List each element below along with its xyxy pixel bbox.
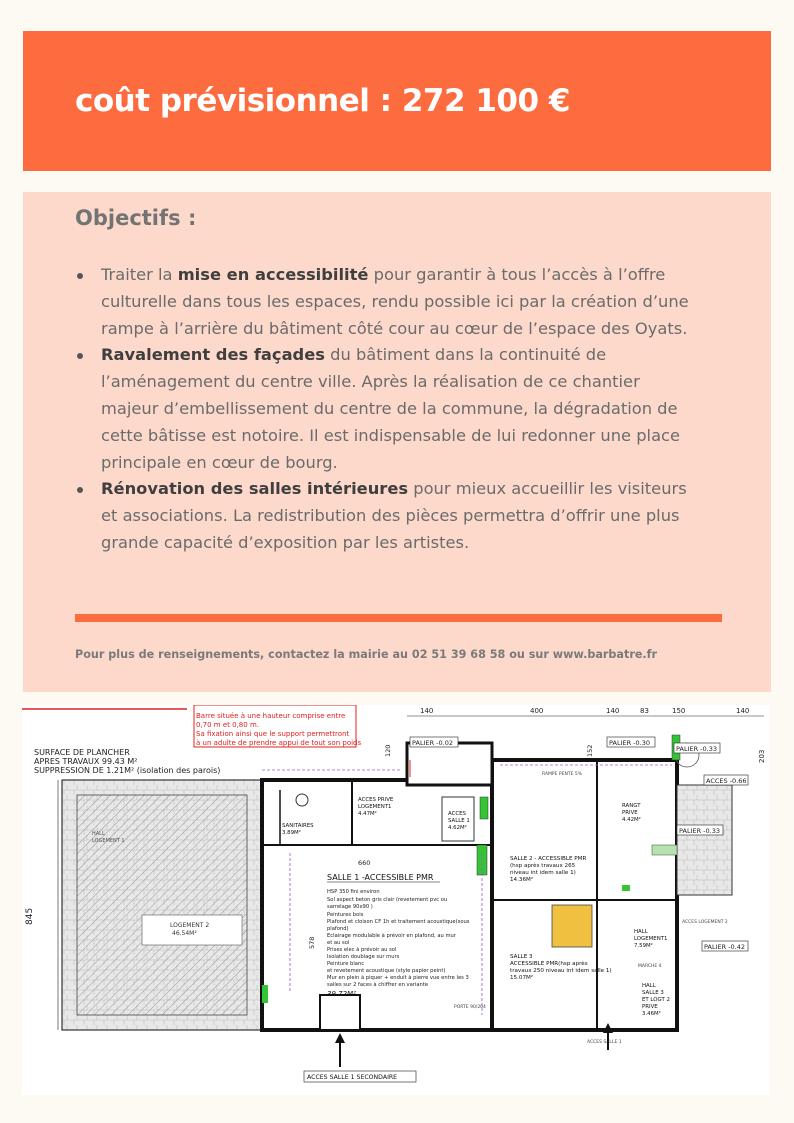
contact-info: Pour plus de renseignements, contactez la mairie au 02 51 39 68 58 ou sur www.barbatre.fr [75,648,658,661]
note-line: Sa fixation ainsi que le support permettront [196,730,350,738]
note-line: Barre située à une hauteur comprise entre [196,712,346,720]
spec-line: Mur en plein à piquer + enduit à pierre vue entre les 3 [327,975,469,981]
spec-line: Peinture blanc [327,961,365,967]
room-label: LOGEMENT 2 [170,922,210,929]
room-label: 4.62M² [448,825,467,831]
palier-label: PALIER -0.30 [609,739,650,747]
surface-line: SUPPRESSION DE 1.21M² (isolation des parois) [34,766,221,775]
spec-line: et au sol [327,940,350,946]
room-area: 39.72M² [327,990,356,998]
dim-label: 140 [420,707,434,715]
palier-label: PALIER -0.02 [412,739,453,747]
room-label: PRIVE [642,1004,658,1010]
annotation: MARCHE 4 [638,964,662,969]
bullet-icon [77,273,83,279]
room-label: RANGT [622,803,641,809]
room-label: travaux 250 niveau int idem salle 1) [510,968,612,974]
surface-line: SURFACE DE PLANCHER [34,748,130,757]
room-label: (hsp après travaux 265 [510,863,576,869]
spec-line: Plafond et cloison CF 1h et traitement acoustique(sous [327,919,470,925]
dim-label: 152 [586,744,594,757]
room-label: ACCES [448,811,466,817]
dim-label: 845 [25,907,35,925]
list-item [75,476,695,556]
room-label: 4.47M² [358,811,377,817]
dim-label: 578 [308,936,316,949]
marker [262,985,268,1003]
room-label: PRIVE [622,810,638,816]
page-title: coût prévisionnel : 272 100 € [75,83,570,119]
dim-label: 660 [358,859,371,867]
handrail-note [194,705,361,747]
room-label: SALLE 3 [510,954,533,960]
spec-line: Prises elec à prévoir au sol [327,947,397,953]
left-wing [25,780,262,1030]
spec-line: Sol aspect beton gris clair (revetement pvc ou [327,897,448,903]
palier-label: PALIER -0.42 [704,943,745,951]
title-banner [23,31,771,171]
item-text-before: Traiter la [101,265,178,284]
room-label: ACCESSIBLE PMR(hsp après [510,961,588,967]
annotation: ACCES SALLE 1 [587,1040,622,1045]
surface-info [34,748,220,775]
room-label: SANITAIRES [282,823,314,829]
dim-label: 203 [758,749,766,763]
objectives-panel [23,192,771,692]
room-label: 7.59M² [634,943,653,949]
access-label: ACCES SALLE 1 SECONDAIRE [307,1074,398,1081]
spec-line: Peintures bois [327,912,364,918]
acces-label: ACCES -0.66 [706,777,747,785]
spec-line: salles sur 2 faces à chiffrer en variante [327,982,429,988]
room-label: HALL [634,929,648,935]
dim-label: 120 [384,744,392,757]
floor-plan-drawing [22,705,770,1095]
objectives-heading: Objectifs : [75,206,197,230]
item-text-bold: Rénovation des salles intérieures [101,479,409,499]
room-label: HALL [642,983,656,989]
room-label: SALLE 1 [448,818,470,824]
note-line: 0,70 m et 0,80 m. [196,721,259,729]
item-text-after: pour mieux accueillir les visiteurs et associations. La redistribution des pièces permettra d’offrir une plus grande capacité d’exposition par les artistes. [101,479,687,552]
floor-plan [22,705,770,1095]
room-label: LOGEMENT1 [634,936,668,942]
spec-line: HSP 350 fini environ [327,889,380,895]
bullet-icon [77,353,83,359]
surface-line: APRES TRAVAUX 99.43 M² [34,757,138,766]
list-item [75,262,695,342]
item-text-after: pour garantir à tous l’accès à l’offre culturelle dans tous les espaces, rendu possible ici par la création d’une rampe à l’arrière du bâtiment côté cour au cœur de l’espace des Oyats. [101,265,689,338]
list-item [75,342,695,476]
room-label: 15.07M² [510,975,534,981]
spec-line: sarrelage 90x90 ) [327,904,373,910]
room-label: 3.89M² [282,830,301,836]
annotation: ACCES LOGEMENT 2 [682,920,728,925]
dim-label: 150 [672,707,686,715]
dim-label: 140 [736,707,750,715]
room-label: SALLE 3 [642,990,664,996]
bullet-icon [77,487,83,493]
dim-label: 400 [530,707,544,715]
dim-label: 140 [606,707,620,715]
objectives-list [75,262,695,557]
item-text-bold: mise en accessibilité [177,265,369,284]
room-label: LOGEMENT 1 [92,838,125,844]
room-label: 14.36M² [510,877,534,883]
room-label: HALL [92,831,105,837]
palier-label: PALIER -0.33 [679,827,720,835]
room-label: 3.46M² [642,1011,661,1017]
annotation: RAMPE PENTE 5% [542,772,582,777]
spec-line: plafond) [327,926,349,932]
room-label: LOGEMENT1 [358,804,392,810]
room-label: niveau int idem salle 1) [510,870,576,876]
note-line: à un adulte de prendre appui de tout son poids [196,739,362,747]
room-label: 46.54M² [172,930,197,937]
item-text-after: du bâtiment dans la continuité de l’aménagement du centre ville. Après la réalisation de ce chantier majeur d’embellissement du centre de la commune, la dégradation de cette bâtisse est notoire. Il est indispensable de lui redonner une place principale en cœur de bourg. [101,345,681,472]
annotation: PORTE 90/204 [454,1005,486,1010]
item-text-bold: Ravalement des façades [101,345,325,365]
room-label: ACCES PRIVE [358,797,394,803]
room-label: 4.42M² [622,817,641,823]
room-label: SALLE 2 - ACCESSIBLE PMR [510,856,587,862]
spec-line: et revetement acoustique (style papier peint) [327,968,446,974]
room-title: SALLE 1 -ACCESSIBLE PMR [327,873,434,882]
room-label: ET LOGT 2 [642,997,670,1003]
dim-label: 83 [640,707,649,715]
spec-line: Isolation doublage sur murs [327,954,400,960]
marker [622,885,630,891]
spec-line: Eclairage modulable à prévoir en plafond, au mur [327,933,456,939]
divider [75,614,722,622]
palier-label: PALIER -0.33 [676,745,717,753]
